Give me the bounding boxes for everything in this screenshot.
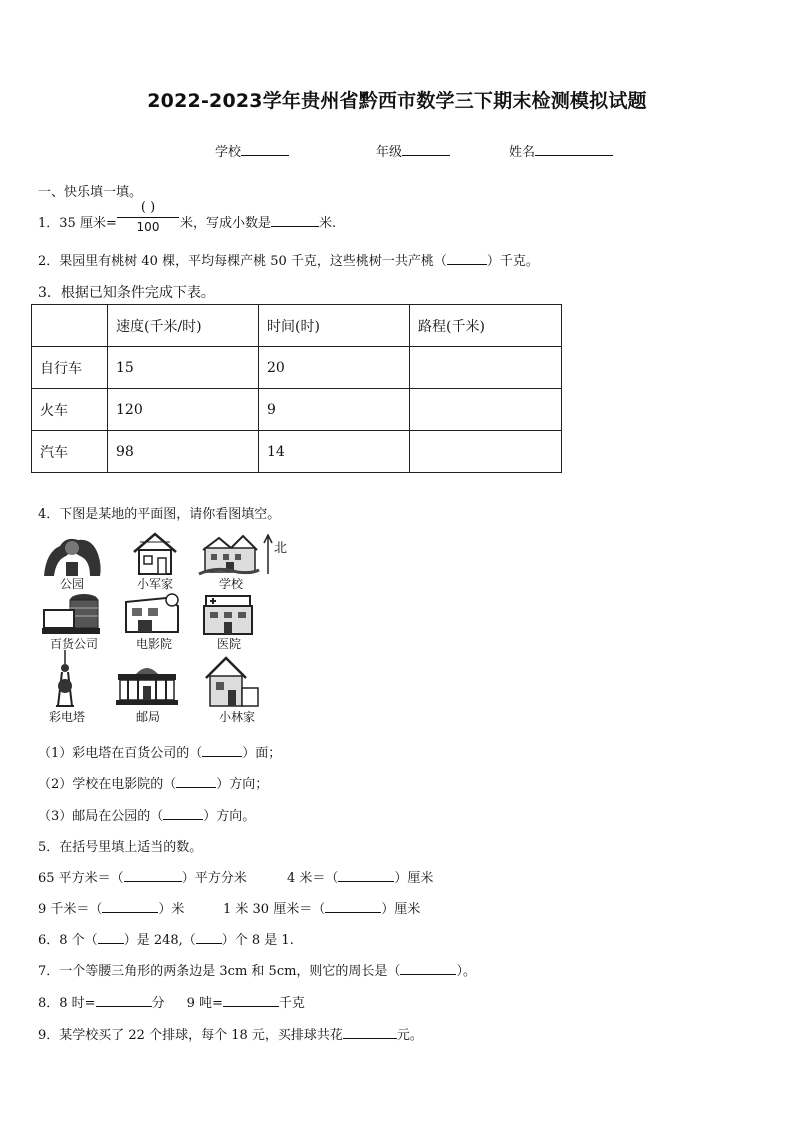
q1-denominator: 100 — [136, 220, 160, 234]
cinema-icon — [122, 592, 182, 636]
q9-blank[interactable] — [343, 1027, 397, 1039]
q1-text: 1．35 厘米= — [38, 216, 117, 231]
table-row — [32, 389, 562, 431]
question-5-d — [223, 898, 420, 917]
q6-text-a: 6．8 个（ — [38, 933, 98, 948]
row-speed: 15 — [108, 347, 259, 389]
page-title: 2022-2023学年贵州省黔西市数学三下期末检测模拟试题 — [147, 90, 647, 112]
place-label-school: 学校 — [218, 577, 243, 591]
question-5: 5．在括号里填上适当的数。 — [38, 840, 203, 855]
q4-3-blank[interactable] — [163, 808, 203, 820]
q5-b-text: 4 米＝（ — [287, 871, 339, 886]
section-heading: 一、快乐填一填。 — [38, 185, 143, 200]
school-field — [215, 141, 289, 160]
q7-end: ）。 — [456, 964, 476, 979]
north-label: 北 — [274, 541, 288, 556]
table-header: 路程(千米) — [410, 305, 562, 347]
tv-tower-icon — [50, 650, 80, 708]
row-distance[interactable] — [410, 431, 562, 473]
question-7 — [38, 960, 476, 979]
question-4-3 — [38, 805, 255, 824]
grade-blank[interactable] — [402, 143, 450, 156]
grade-label: 年级 — [376, 145, 403, 160]
q4-1-end: ）面； — [242, 746, 282, 761]
q5-d-end: ）厘米 — [381, 902, 421, 917]
name-field — [509, 141, 613, 160]
table-header: 速度(千米/时) — [108, 305, 259, 347]
north-arrow-icon — [262, 534, 274, 574]
q5-c-blank[interactable] — [102, 901, 158, 913]
q4-3-text: （3）邮局在公园的（ — [38, 809, 164, 824]
q8-blank-2[interactable] — [223, 995, 279, 1007]
row-time: 9 — [259, 389, 410, 431]
question-2 — [38, 250, 539, 269]
school-blank[interactable] — [241, 143, 289, 156]
table-header-row — [32, 305, 562, 347]
question-4: 4．下图是某地的平面图，请你看图填空。 — [38, 507, 281, 522]
question-6 — [38, 929, 294, 948]
q5-c-end: ）米 — [158, 902, 185, 917]
question-4-1 — [38, 742, 281, 761]
place-label-hospital: 医院 — [216, 637, 241, 651]
q1-fraction — [117, 201, 179, 234]
q4-3-end: ）方向。 — [203, 809, 256, 824]
place-label-cinema: 电影院 — [135, 637, 172, 651]
question-5-c — [38, 898, 184, 917]
table-header — [32, 305, 108, 347]
school-label: 学校 — [215, 145, 242, 160]
fraction-bar — [117, 217, 179, 218]
hospital-icon — [200, 592, 256, 636]
q6-blank-2[interactable] — [196, 932, 222, 944]
place-label-department-store: 百货公司 — [49, 637, 98, 651]
question-1 — [38, 212, 117, 231]
place-label-xiaolin-home: 小林家 — [218, 710, 255, 724]
q4-2-text: （2）学校在电影院的（ — [38, 777, 177, 792]
q4-2-end: ）方向； — [216, 777, 269, 792]
q5-b-blank[interactable] — [338, 870, 394, 882]
q5-a-text: 65 平方米＝（ — [38, 871, 124, 886]
q4-1-text: （1）彩电塔在百货公司的（ — [38, 746, 203, 761]
q2-text-2: ）千克。 — [486, 254, 539, 269]
q8-text-b: 分 — [151, 996, 165, 1011]
table-row — [32, 347, 562, 389]
q8-text-c: 9 吨= — [186, 996, 223, 1011]
q5-c-text: 9 千米＝（ — [38, 902, 103, 917]
question-1-rest — [180, 212, 336, 231]
q5-b-end: ）厘米 — [394, 871, 434, 886]
q7-blank[interactable] — [400, 963, 456, 975]
row-name: 自行车 — [32, 347, 108, 389]
q5-d-blank[interactable] — [325, 901, 381, 913]
question-4-2 — [38, 773, 268, 792]
q5-a-end: ）平方分米 — [181, 871, 247, 886]
row-speed: 98 — [108, 431, 259, 473]
table-header: 时间(时) — [259, 305, 410, 347]
name-label: 姓名 — [509, 145, 536, 160]
question-3: 3．根据已知条件完成下表。 — [38, 285, 215, 301]
row-name: 火车 — [32, 389, 108, 431]
row-name: 汽车 — [32, 431, 108, 473]
q8-text-d: 千克 — [278, 996, 305, 1011]
place-label-post-office: 邮局 — [135, 710, 160, 724]
place-label-park: 公园 — [59, 577, 84, 591]
row-distance[interactable] — [410, 347, 562, 389]
q8-text-a: 8．8 时= — [38, 996, 96, 1011]
q6-blank-1[interactable] — [98, 932, 124, 944]
q9-text: 9．某学校买了 22 个排球，每个 18 元，买排球共花 — [38, 1028, 343, 1043]
q1-numerator[interactable]: ( ) — [140, 200, 156, 215]
q2-blank[interactable] — [447, 253, 487, 265]
xiaolin-home-icon — [200, 654, 262, 708]
q5-a-blank[interactable] — [124, 870, 182, 882]
q4-1-blank[interactable] — [202, 745, 242, 757]
q9-end: 元。 — [396, 1028, 423, 1043]
house-icon — [130, 530, 180, 576]
school-icon — [197, 530, 261, 576]
place-label-tv-tower: 彩电塔 — [48, 710, 85, 724]
q6-text-c: ）个 8 是 1. — [221, 933, 294, 948]
q1-blank[interactable] — [271, 215, 319, 227]
grade-field — [376, 141, 450, 160]
q1-text-2: 米，写成小数是 — [180, 216, 272, 231]
q5-d-text: 1 米 30 厘米＝（ — [223, 902, 326, 917]
q2-text: 2．果园里有桃树 40 棵，平均每棵产桃 50 千克，这些桃树一共产桃（ — [38, 254, 447, 269]
question-8 — [38, 992, 305, 1011]
q7-text: 7．一个等腰三角形的两条边是 3cm 和 5cm，则它的周长是（ — [38, 964, 401, 979]
q1-text-3: 米. — [319, 216, 337, 231]
row-speed: 120 — [108, 389, 259, 431]
speed-table — [31, 304, 562, 473]
q6-text-b: ）是 248,（ — [123, 933, 196, 948]
q8-blank-1[interactable] — [96, 995, 152, 1007]
row-time: 14 — [259, 431, 410, 473]
row-time: 20 — [259, 347, 410, 389]
department-store-icon — [40, 590, 102, 636]
name-blank[interactable] — [535, 143, 613, 156]
question-5-a — [38, 867, 247, 886]
table-row — [32, 431, 562, 473]
question-5-b — [287, 867, 433, 886]
park-icon — [40, 532, 104, 578]
q4-2-blank[interactable] — [176, 776, 216, 788]
row-distance[interactable] — [410, 389, 562, 431]
question-9 — [38, 1024, 423, 1043]
post-office-icon — [114, 660, 180, 706]
place-label-xiaojun-home: 小军家 — [136, 577, 173, 591]
